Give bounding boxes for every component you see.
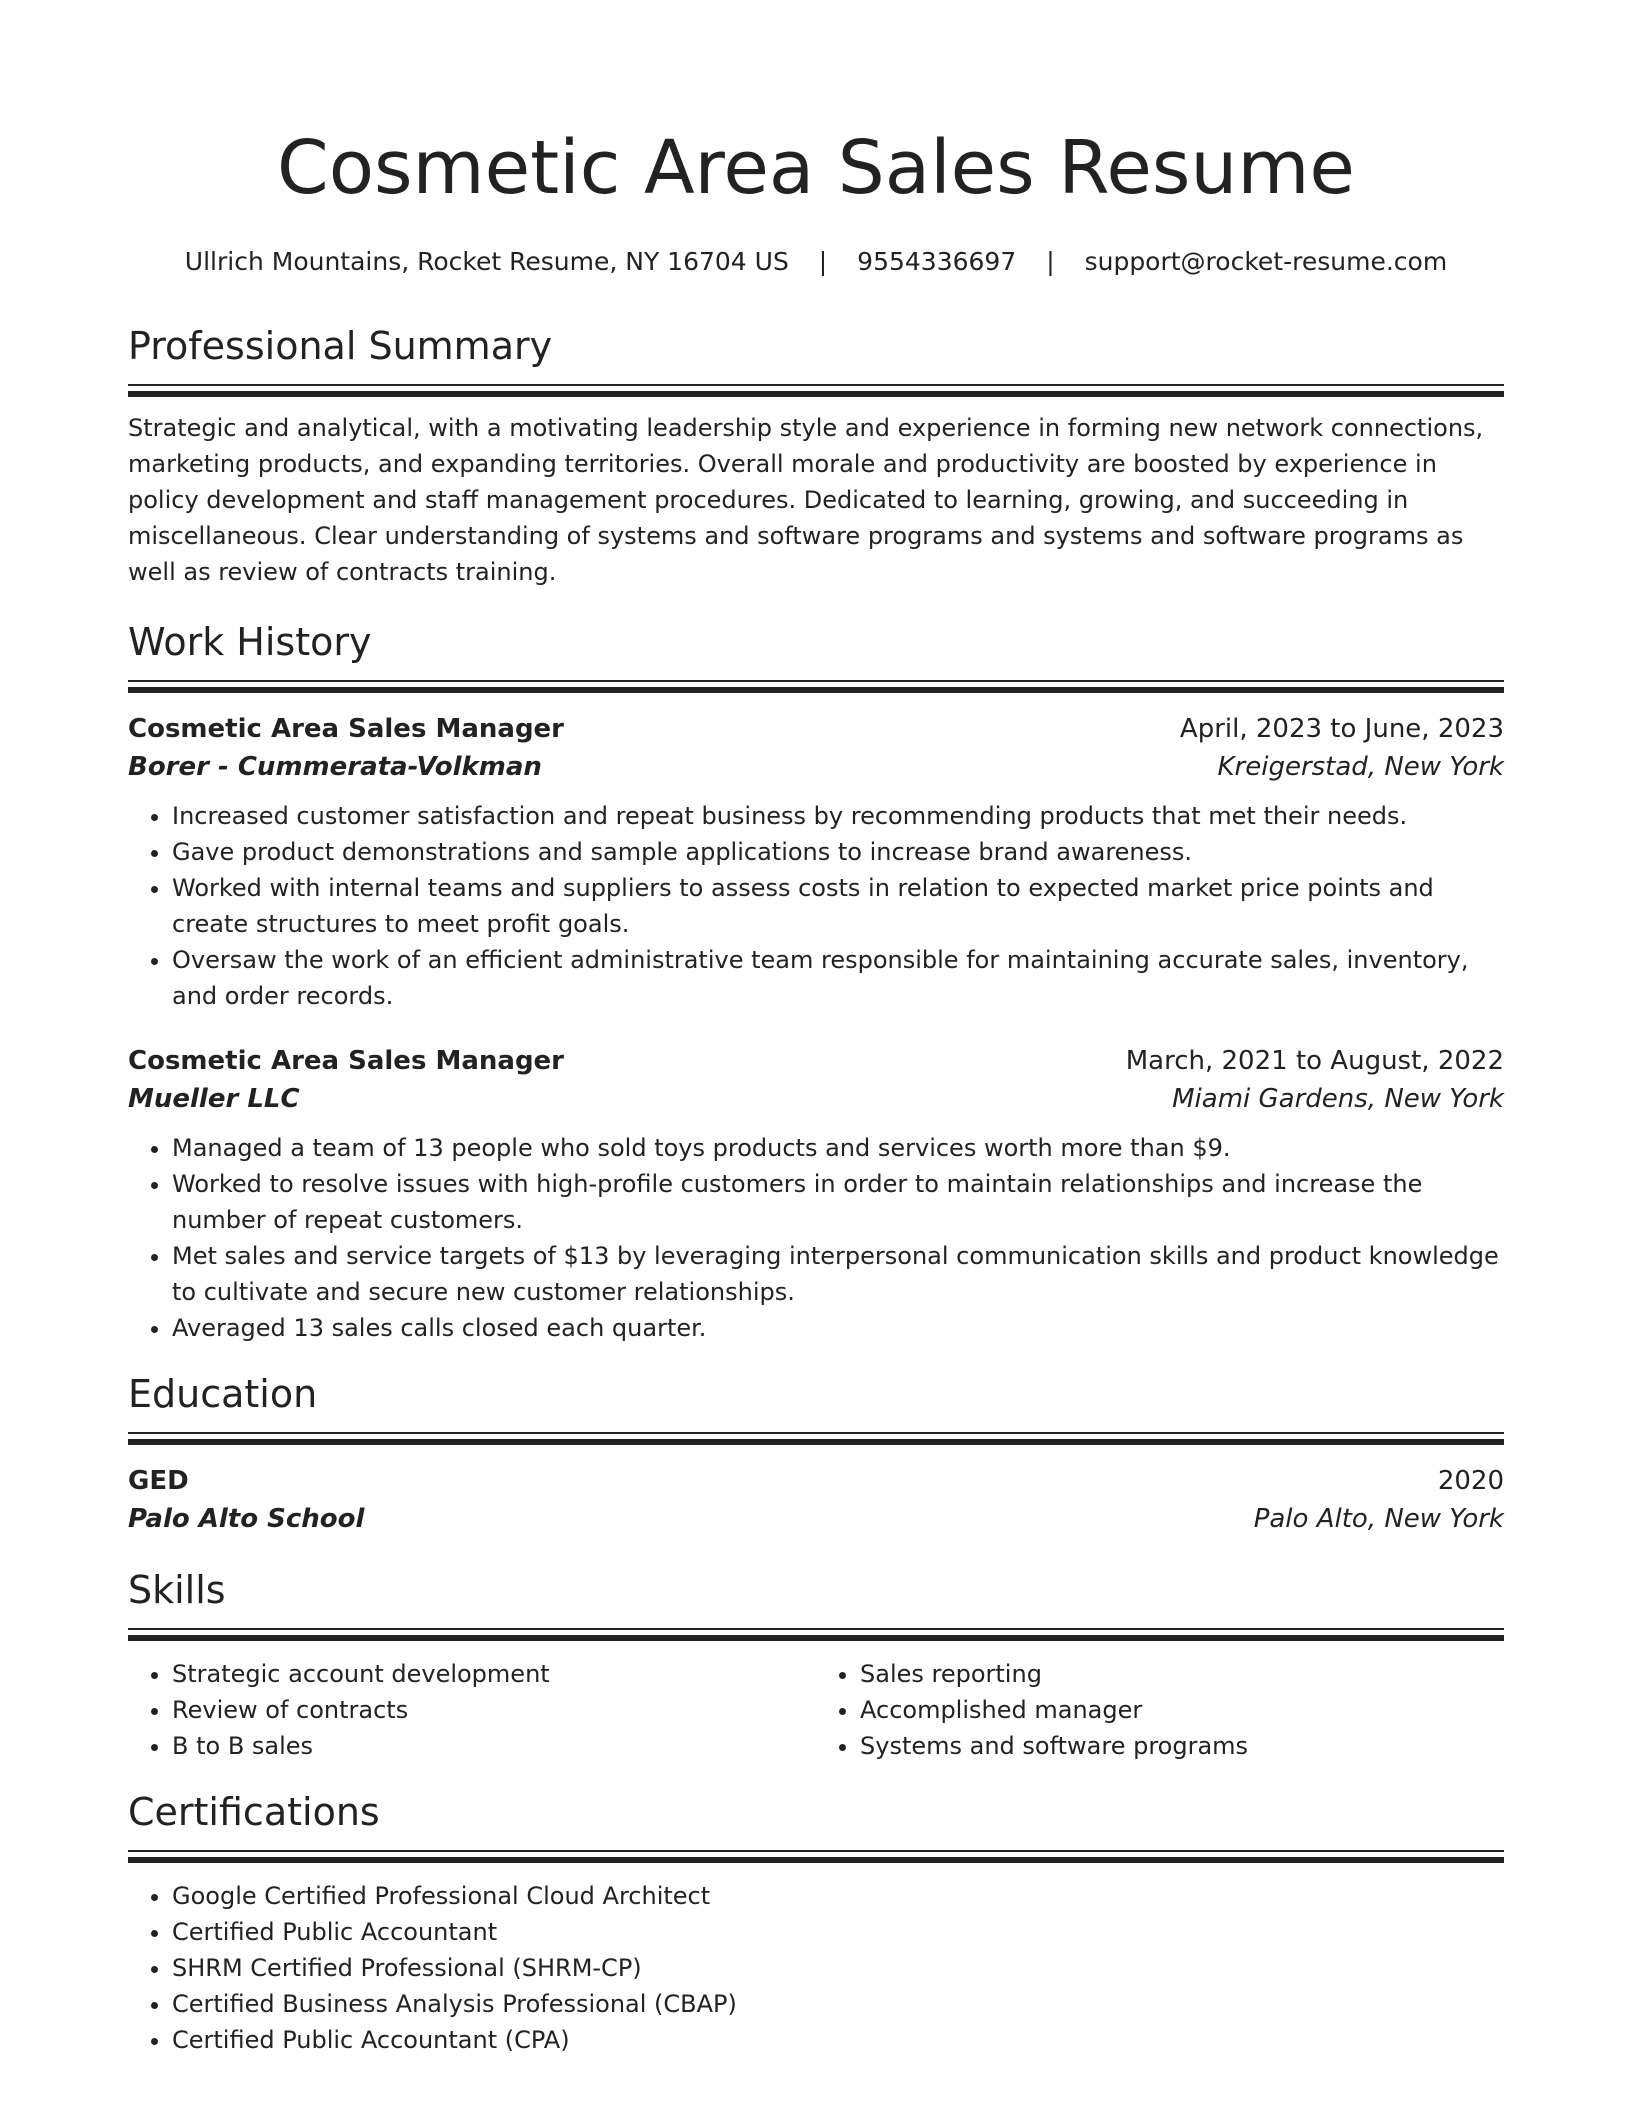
contact-separator: |: [1046, 247, 1055, 276]
section-divider: [128, 384, 1504, 400]
education-year: 2020: [1437, 1466, 1504, 1496]
job-bullet: • Worked with internal teams and suppliers to assess costs in relation to expected market price points and create structures to meet profit goals.: [172, 870, 1504, 942]
skills-list-right: [816, 1656, 1504, 1764]
skills-heading: Skills: [128, 1568, 226, 1612]
job-dates: March, 2021 to August, 2022: [1125, 1046, 1504, 1076]
certification-item: • Google Certified Professional Cloud Architect: [172, 1878, 1504, 1914]
education-school: Palo Alto School: [128, 1504, 365, 1534]
contact-address: Ullrich Mountains, Rocket Resume, NY 16704 US: [184, 247, 789, 276]
certification-item: • Certified Business Analysis Professional (CBAP): [172, 1986, 1504, 2022]
section-divider: [128, 1850, 1504, 1866]
contact-line: [128, 244, 1504, 280]
section-divider: [128, 680, 1504, 696]
certification-item: • SHRM Certified Professional (SHRM-CP): [172, 1950, 1504, 1986]
job-employer: Mueller LLC: [128, 1084, 300, 1114]
job-bullet: • Gave product demonstrations and sample applications to increase brand awareness.: [172, 834, 1504, 870]
job-bullets: [128, 1130, 1504, 1346]
job-dates: April, 2023 to June, 2023: [1179, 714, 1504, 744]
job-bullet: • Oversaw the work of an efficient administrative team responsible for maintaining accurate sales, inventory, and order records.: [172, 942, 1504, 1014]
job-bullet: • Met sales and service targets of $13 by leveraging interpersonal communication skills and product knowledge to cultivate and secure new customer relationships.: [172, 1238, 1504, 1310]
skill-item: • Accomplished manager: [860, 1692, 1504, 1728]
summary-text: Strategic and analytical, with a motivating leadership style and experience in forming new network connections, marketing products, and expanding territories. Overall morale and productivity are boosted by experience in policy development and staff management procedures. Dedicated to learning, growing, and succeeding in miscellaneous. Clear understanding of systems and software programs and systems and software programs as well as review of contracts training.: [128, 414, 1484, 586]
job-location: Miami Gardens, New York: [1172, 1084, 1504, 1114]
skill-item: • B to B sales: [172, 1728, 816, 1764]
job-title: Cosmetic Area Sales Manager: [128, 714, 565, 744]
skill-item: • Review of contracts: [172, 1692, 816, 1728]
job-location: Kreigerstad, New York: [1217, 752, 1504, 782]
contact-separator: |: [818, 247, 828, 276]
skills-section: [128, 1566, 1504, 1764]
section-divider: [128, 1628, 1504, 1644]
certification-item: • Certified Public Accountant (CPA): [172, 2022, 1504, 2058]
summary-section: [128, 322, 1504, 590]
work-history-section: [128, 618, 1504, 1346]
contact-phone: 9554336697: [857, 247, 1017, 276]
education-section: [128, 1370, 1504, 1538]
resume-title: Cosmetic Area Sales Resume: [277, 125, 1355, 211]
education-heading: Education: [128, 1372, 318, 1416]
job-bullet: • Managed a team of 13 people who sold toys products and services worth more than $9.: [172, 1130, 1504, 1166]
skill-item: • Sales reporting: [860, 1656, 1504, 1692]
job-title: Cosmetic Area Sales Manager: [128, 1046, 565, 1076]
certification-item: • Certified Public Accountant: [172, 1914, 1504, 1950]
job-bullet: • Worked to resolve issues with high-profile customers in order to maintain relationships and increase the number of repeat customers.: [172, 1166, 1504, 1238]
summary-heading: Professional Summary: [128, 324, 553, 368]
skill-item: • Strategic account development: [172, 1656, 816, 1692]
job-bullet: • Averaged 13 sales calls closed each quarter.: [172, 1310, 1504, 1346]
work-history-heading: Work History: [128, 620, 372, 664]
skills-columns: [128, 1644, 1504, 1764]
job-bullet: • Increased customer satisfaction and repeat business by recommending products that met their needs.: [172, 798, 1504, 834]
contact-email: support@rocket-resume.com: [1084, 247, 1448, 276]
job-bullets: [128, 798, 1504, 1014]
certifications-list: [128, 1878, 1504, 2058]
job-entry: [128, 1042, 1504, 1346]
education-location: Palo Alto, New York: [1253, 1504, 1504, 1534]
education-entry: [128, 1462, 1504, 1538]
certifications-section: [128, 1788, 1504, 2058]
skill-item: • Systems and software programs: [860, 1728, 1504, 1764]
certifications-heading: Certifications: [128, 1790, 380, 1834]
skills-list-left: [128, 1656, 816, 1764]
section-divider: [128, 1432, 1504, 1448]
job-entry: [128, 710, 1504, 1014]
job-employer: Borer - Cummerata-Volkman: [128, 752, 542, 782]
education-degree: GED: [128, 1466, 189, 1496]
